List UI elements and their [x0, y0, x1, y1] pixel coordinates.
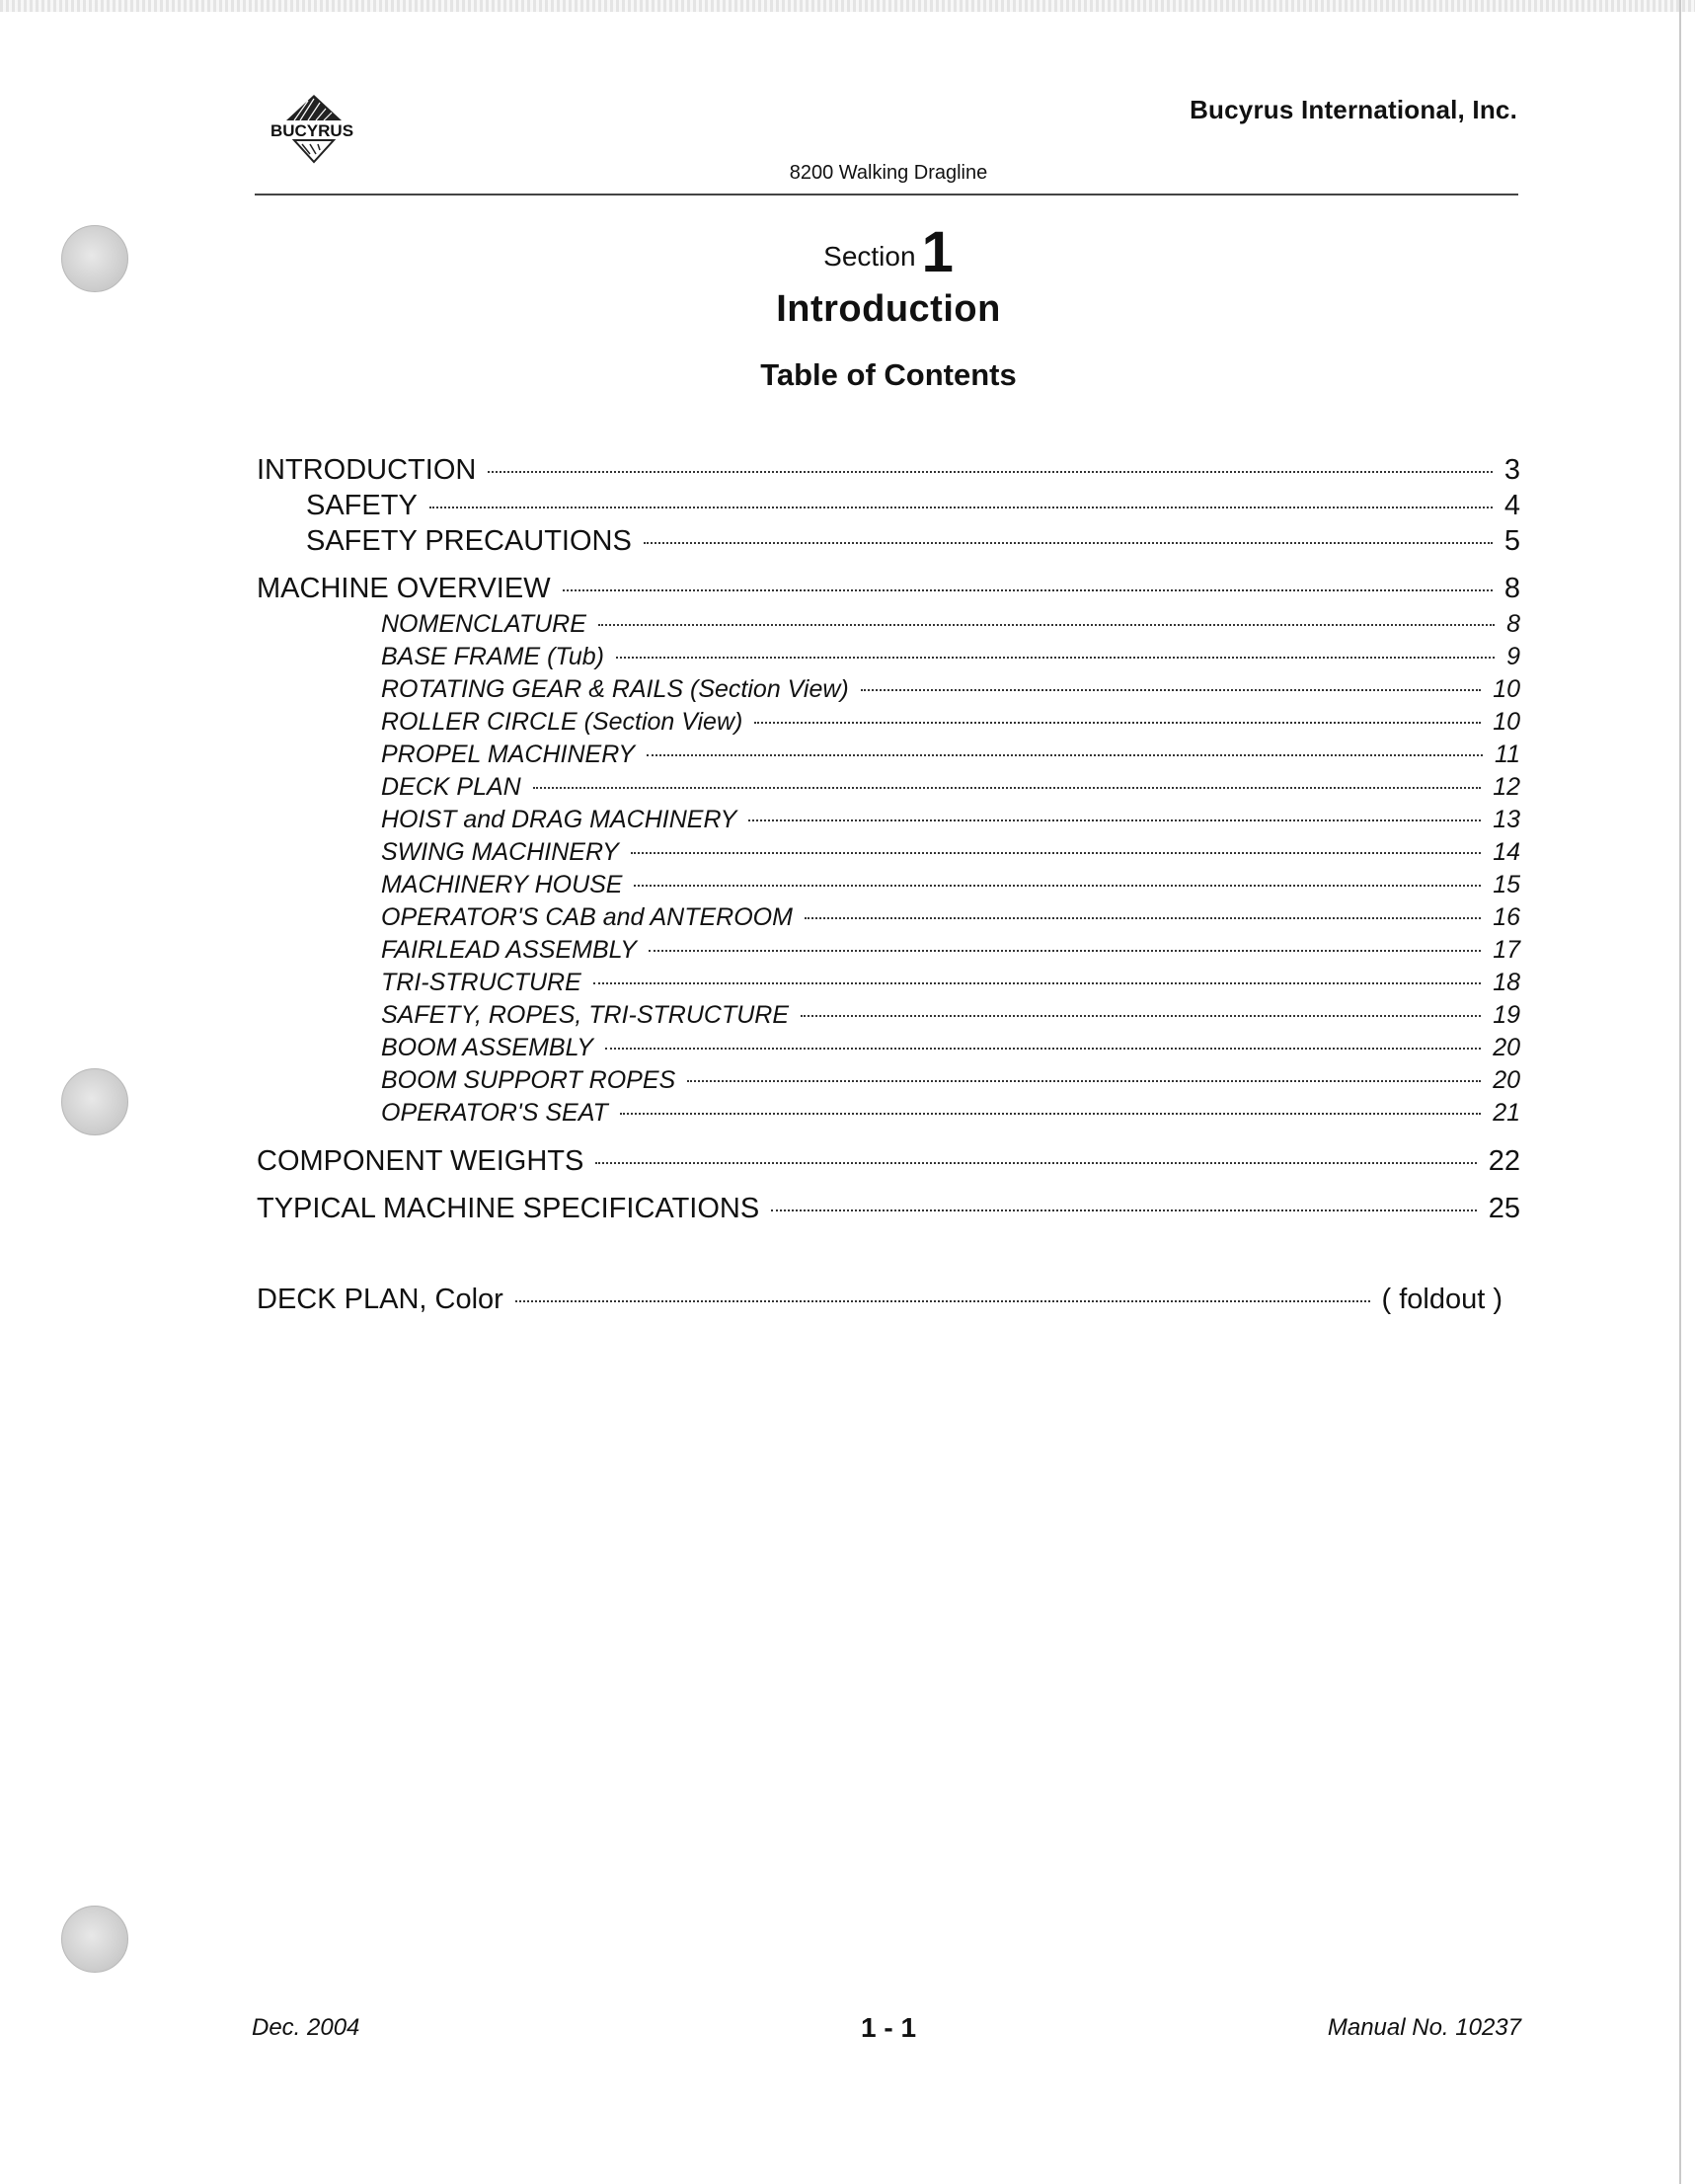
- toc-entry[interactable]: [381, 1099, 1520, 1128]
- toc-entry-label: OPERATOR'S SEAT: [381, 1099, 608, 1127]
- svg-text:BUCYRUS: BUCYRUS: [270, 121, 354, 140]
- toc-entry-label: TYPICAL MACHINE SPECIFICATIONS: [257, 1193, 760, 1224]
- toc-entry[interactable]: [306, 525, 1520, 558]
- toc-entry-page: 20: [1493, 1066, 1520, 1094]
- toc-entry[interactable]: [381, 903, 1520, 932]
- dot-leader: [598, 624, 1495, 626]
- header-divider: [255, 194, 1518, 195]
- scan-edge-artifact: [0, 0, 1695, 12]
- dot-leader: [687, 1080, 1481, 1082]
- toc-entry[interactable]: [381, 708, 1520, 737]
- toc-entry-page: 10: [1493, 708, 1520, 736]
- company-logo: [255, 91, 373, 170]
- toc-entry-page: 20: [1493, 1034, 1520, 1061]
- dot-leader: [593, 982, 1481, 984]
- toc-entry-label: INTRODUCTION: [257, 454, 477, 486]
- toc-entry-page: 14: [1493, 838, 1520, 866]
- toc-entry-label: OPERATOR'S CAB and ANTEROOM: [381, 903, 793, 931]
- dot-leader: [805, 917, 1481, 919]
- toc-entry-page: 4: [1503, 490, 1520, 521]
- toc-entry-page: ( foldout ): [1381, 1284, 1502, 1315]
- toc-entry-page: 21: [1493, 1099, 1520, 1127]
- dot-leader: [649, 950, 1481, 952]
- toc-entry-page: 22: [1488, 1145, 1520, 1177]
- toc-entry-label: MACHINE OVERVIEW: [257, 573, 551, 604]
- toc-entry[interactable]: [306, 490, 1520, 522]
- toc-entry-page: 25: [1488, 1193, 1520, 1224]
- toc-entry-page: 12: [1493, 773, 1520, 801]
- toc-entry[interactable]: [257, 1193, 1520, 1225]
- dot-leader: [488, 471, 1493, 473]
- toc-entry[interactable]: [257, 1145, 1520, 1178]
- company-name: Bucyrus International, Inc.: [1190, 95, 1517, 124]
- toc-entry[interactable]: [381, 936, 1520, 965]
- dot-leader: [748, 819, 1481, 821]
- dot-leader: [754, 722, 1481, 724]
- dot-leader: [620, 1113, 1481, 1115]
- dot-leader: [429, 507, 1493, 508]
- toc-entry-page: 9: [1506, 643, 1520, 670]
- dot-leader: [771, 1209, 1477, 1211]
- toc-entry-label: ROLLER CIRCLE (Section View): [381, 708, 743, 736]
- dot-leader: [801, 1015, 1481, 1017]
- section-number: 1: [921, 220, 954, 284]
- document-subtitle: 8200 Walking Dragline: [789, 162, 988, 184]
- toc-entry[interactable]: [381, 610, 1520, 639]
- toc-entry[interactable]: [257, 1284, 1502, 1316]
- toc-entry[interactable]: [257, 573, 1520, 605]
- toc-entry[interactable]: [381, 1034, 1520, 1062]
- toc-entry[interactable]: [381, 838, 1520, 867]
- toc-entry[interactable]: [381, 1001, 1520, 1030]
- toc-entry-label: DECK PLAN: [381, 773, 521, 801]
- toc-entry[interactable]: [381, 773, 1520, 802]
- punch-hole-bottom: [61, 1906, 128, 1973]
- footer-date: Dec. 2004: [252, 2014, 360, 2041]
- toc-entry-page: 19: [1493, 1001, 1520, 1029]
- toc-entry[interactable]: [381, 675, 1520, 704]
- toc-entry-page: 17: [1493, 936, 1520, 964]
- dot-leader: [563, 589, 1493, 591]
- punch-hole-middle: [61, 1068, 128, 1135]
- page-title: Introduction: [776, 288, 1001, 330]
- dot-leader: [533, 787, 1481, 789]
- dot-leader: [631, 852, 1481, 854]
- toc-entry-page: 5: [1503, 525, 1520, 557]
- toc-entry-page: 8: [1506, 610, 1520, 638]
- section-label: [0, 219, 1695, 285]
- section-word: Section: [823, 241, 916, 272]
- footer-page-number: 1 - 1: [860, 2012, 917, 2043]
- toc-entry[interactable]: [381, 643, 1520, 671]
- toc-entry-label: NOMENCLATURE: [381, 610, 586, 638]
- dot-leader: [644, 542, 1493, 544]
- toc-entry-label: DECK PLAN, Color: [257, 1284, 503, 1315]
- toc-entry-label: ROTATING GEAR & RAILS (Section View): [381, 675, 849, 703]
- dot-leader: [634, 885, 1481, 887]
- toc-entry-label: BOOM ASSEMBLY: [381, 1034, 593, 1061]
- toc-entry[interactable]: [381, 871, 1520, 899]
- toc-entry-page: 3: [1503, 454, 1520, 486]
- toc-entry-label: SAFETY: [306, 490, 418, 521]
- dot-leader: [595, 1162, 1476, 1164]
- toc-entry-label: TRI-STRUCTURE: [381, 969, 581, 996]
- toc-entry-label: BASE FRAME (Tub): [381, 643, 604, 670]
- toc-entry-label: FAIRLEAD ASSEMBLY: [381, 936, 637, 964]
- toc-entry-page: 8: [1503, 573, 1520, 604]
- toc-entry-label: BOOM SUPPORT ROPES: [381, 1066, 676, 1094]
- toc-entry-label: COMPONENT WEIGHTS: [257, 1145, 584, 1177]
- toc-entry-label: SAFETY PRECAUTIONS: [306, 525, 632, 557]
- bucyrus-logo-icon: [255, 91, 373, 170]
- toc-entry-label: SWING MACHINERY: [381, 838, 619, 866]
- toc-entry-page: 16: [1493, 903, 1520, 931]
- dot-leader: [515, 1300, 1370, 1302]
- toc-heading: Table of Contents: [760, 357, 1017, 392]
- toc-entry-page: 13: [1493, 806, 1520, 833]
- toc-entry[interactable]: [381, 969, 1520, 997]
- toc-entry-label: HOIST and DRAG MACHINERY: [381, 806, 737, 833]
- dot-leader: [861, 689, 1481, 691]
- toc-entry[interactable]: [257, 454, 1520, 487]
- toc-entry-page: 11: [1495, 741, 1520, 768]
- toc-entry-page: 15: [1493, 871, 1520, 898]
- dot-leader: [647, 754, 1483, 756]
- toc-entry[interactable]: [381, 806, 1520, 834]
- toc-entry-page: 10: [1493, 675, 1520, 703]
- dot-leader: [605, 1048, 1481, 1050]
- toc-entry[interactable]: [381, 1066, 1520, 1095]
- dot-leader: [616, 657, 1495, 659]
- toc-entry-label: SAFETY, ROPES, TRI-STRUCTURE: [381, 1001, 790, 1029]
- toc-entry-label: PROPEL MACHINERY: [381, 741, 636, 768]
- toc-entry[interactable]: [381, 741, 1520, 769]
- toc-entry-page: 18: [1493, 969, 1520, 996]
- toc-entry-label: MACHINERY HOUSE: [381, 871, 623, 898]
- footer-manual-number: Manual No. 10237: [1327, 2014, 1521, 2041]
